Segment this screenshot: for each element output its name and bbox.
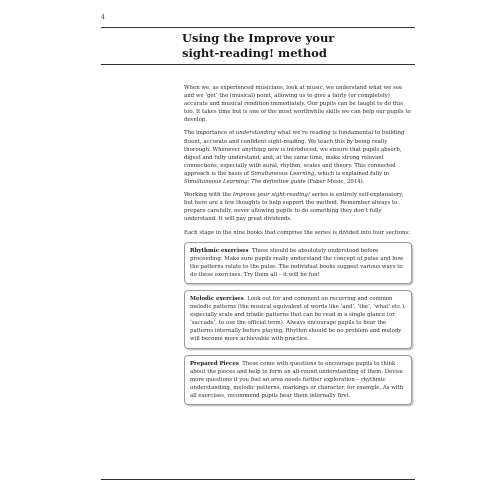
rhythmic-exercises-box: [184, 242, 412, 284]
page-title: [182, 31, 422, 61]
melodic-exercises-heading: Melodic exercises: [190, 295, 244, 302]
emphasis-understanding: understanding: [235, 130, 276, 137]
title-line-2: sight-reading! method: [182, 46, 327, 60]
emphasis-simultaneous-learning: Simultaneous Learning: [250, 170, 315, 177]
prepared-pieces-text: Prepared Pieces These come with questions to encourage pupils to think about the pieces and help to form an all-round understanding of them. Devise more questions if you feel an area needs further exploration – rhythmic understanding, melodic patterns, markings or character, for example. As with all exercises, recommend pupils hear them internally first.: [190, 360, 404, 399]
body-content: [184, 84, 412, 411]
melodic-exercises-box: [184, 290, 412, 349]
intro-paragraph: When we, as experienced musicians, look at music, we understand what we see and we ‘get’ the (musical) point, allowing us to give a fairly (or completely) accurate and musical rendition immediately. Our pupils can be taught to do this too. It takes time but is one of the most worthwhile skills we can help our pupils to develop.: [184, 85, 411, 124]
sections-intro-paragraph: Each stage in the nine books that comprise the series is divided into four sections:: [184, 229, 411, 236]
melodic-exercises-text: Melodic exercises Look out for and comment on recurring and common melodic patterns (the musical equivalent of words like ‘and’, ‘the’, ‘what’ etc.), especially scale and triadic patterns that can be read in a single glance (or ‘saccade’, to use the official term). Always encourage pupils to hear the patterns internally before playing. Rhythm should be no problem and melody will become more achievable with practice.: [190, 295, 406, 343]
bottom-rule: [101, 479, 415, 480]
book-title-reference: Simultaneous Learning: The definitive guide: [184, 179, 306, 186]
top-rule: [101, 27, 415, 28]
page-number: 4: [101, 14, 105, 21]
rhythmic-exercises-heading: Rhythmic exercises: [190, 247, 249, 254]
rhythmic-exercises-text: Rhythmic exercises These should be absolutely understood before proceeding. Make sure pupils really understand the concept of pulse and how the patterns relate to the pulse. The individual books suggest various ways to do these exercises. Try them all – it will be fun!: [190, 247, 404, 278]
series-paragraph: Working with the Improve your sight-reading! series is entirely self-explanatory, but here are a few thoughts to help support the method. Remember always to prepare carefully, never allowing pupils to do something they don’t fully understand. It will pay great dividends.: [184, 192, 404, 223]
series-title: Improve your sight-reading!: [232, 192, 311, 199]
prepared-pieces-heading: Prepared Pieces: [190, 360, 239, 367]
title-rule: [101, 64, 415, 65]
title-line-1: Using the Improve your: [182, 31, 335, 45]
understanding-paragraph: The importance of understanding what we’re reading is fundamental to building fluent, accurate and confident sight-reading. We teach this by being really thorough. Whenever anything new is introduced, we ensure that pupils absorb, digest and fully understand, and, at the same time, make strong relevant connections, especially with aural, rhythm, scales and theory. This connected approach is the basis of Simultaneous Learning, which is explained fully in Simultaneous Learning: The definitive guide (Faber Music, 2014).: [184, 130, 405, 186]
prepared-pieces-box: [184, 355, 412, 405]
